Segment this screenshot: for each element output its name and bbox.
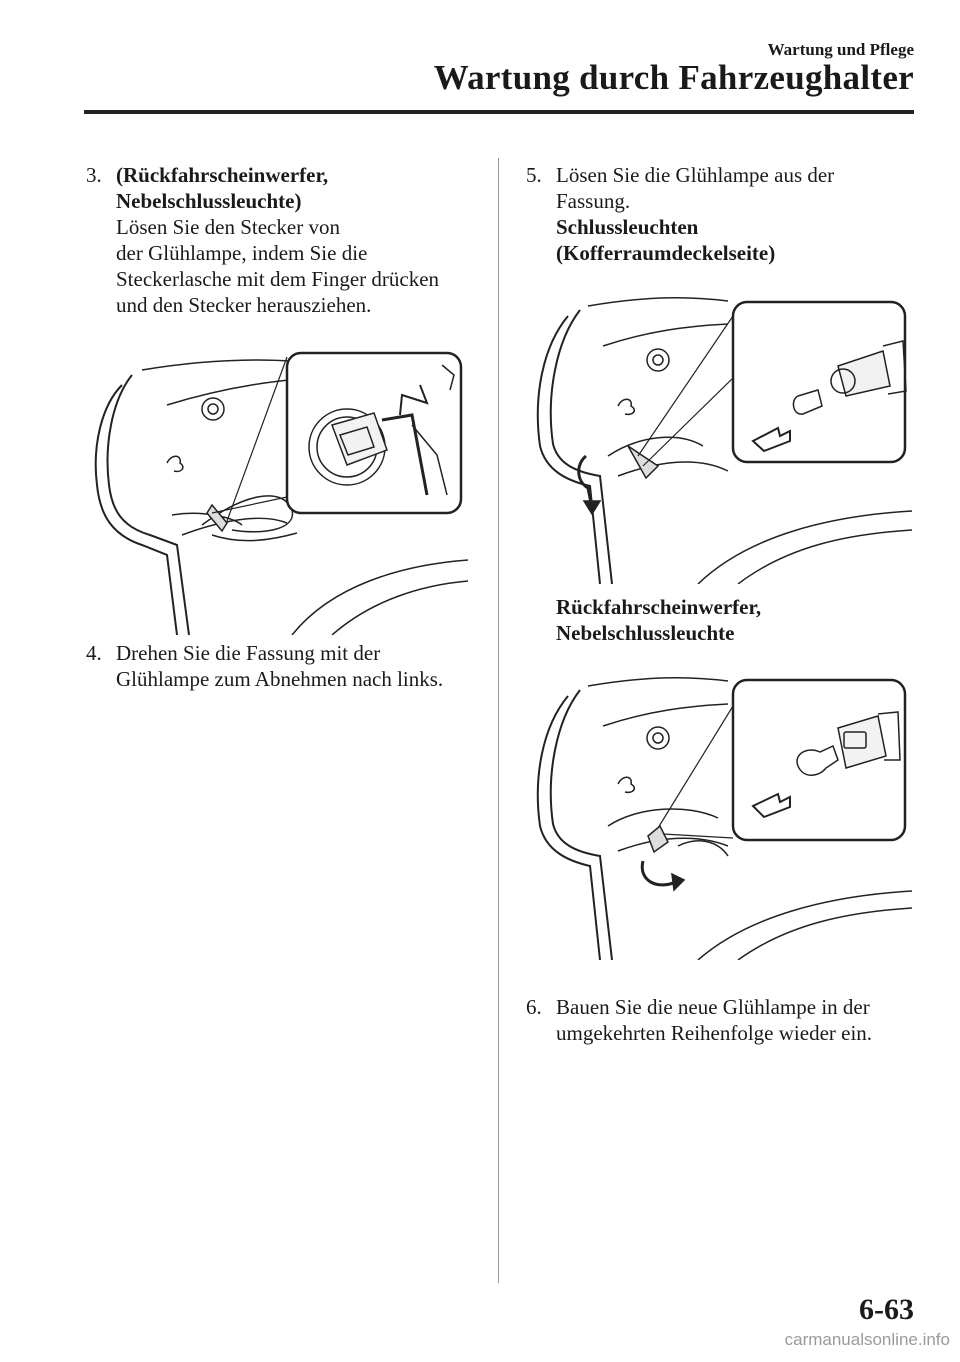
reverse-fog-bulb-figure bbox=[528, 676, 912, 960]
tail-light-bulb-figure bbox=[528, 296, 912, 584]
column-divider bbox=[498, 158, 499, 1283]
figure-caption bbox=[556, 594, 761, 646]
connector-removal-figure bbox=[82, 345, 468, 635]
title-rule bbox=[84, 110, 914, 114]
step-number: 3. bbox=[86, 163, 102, 187]
step-line: Lösen Sie den Stecker von bbox=[116, 215, 340, 239]
section-label: Wartung und Pflege bbox=[767, 40, 914, 59]
step-text bbox=[116, 640, 443, 692]
step-line: Lösen Sie die Glühlampe aus der bbox=[556, 163, 835, 187]
page-number: 6-63 bbox=[859, 1293, 914, 1326]
step-text bbox=[116, 162, 439, 318]
step-line: und den Stecker herausziehen. bbox=[116, 293, 372, 317]
step-line: (Rückfahrscheinwerfer, bbox=[116, 163, 329, 187]
step-line: (Kofferraumdeckelseite) bbox=[556, 241, 776, 265]
step-line: Steckerlasche mit dem Finger drücken bbox=[116, 267, 440, 291]
step-line: Drehen Sie die Fassung mit der bbox=[116, 641, 381, 665]
caption-line: Rückfahrscheinwerfer, bbox=[556, 595, 762, 619]
step-line: Fassung. bbox=[556, 189, 631, 213]
step-number: 6. bbox=[526, 995, 542, 1019]
caption-line: Nebelschlussleuchte bbox=[556, 621, 735, 645]
step-line: der Glühlampe, indem Sie die bbox=[116, 241, 368, 265]
step-number: 5. bbox=[526, 163, 542, 187]
page-title: Wartung durch Fahrzeughalter bbox=[433, 58, 914, 97]
step-text bbox=[556, 162, 834, 266]
step-line: Nebelschlussleuchte) bbox=[116, 189, 302, 213]
watermark: carmanualsonline.info bbox=[784, 1330, 950, 1349]
step-number: 4. bbox=[86, 641, 102, 665]
step-line: Bauen Sie die neue Glühlampe in der bbox=[556, 995, 870, 1019]
step-text bbox=[556, 994, 872, 1046]
step-line: umgekehrten Reihenfolge wieder ein. bbox=[556, 1021, 873, 1045]
step-line: Schlussleuchten bbox=[556, 215, 699, 239]
step-line: Glühlampe zum Abnehmen nach links. bbox=[116, 667, 444, 691]
